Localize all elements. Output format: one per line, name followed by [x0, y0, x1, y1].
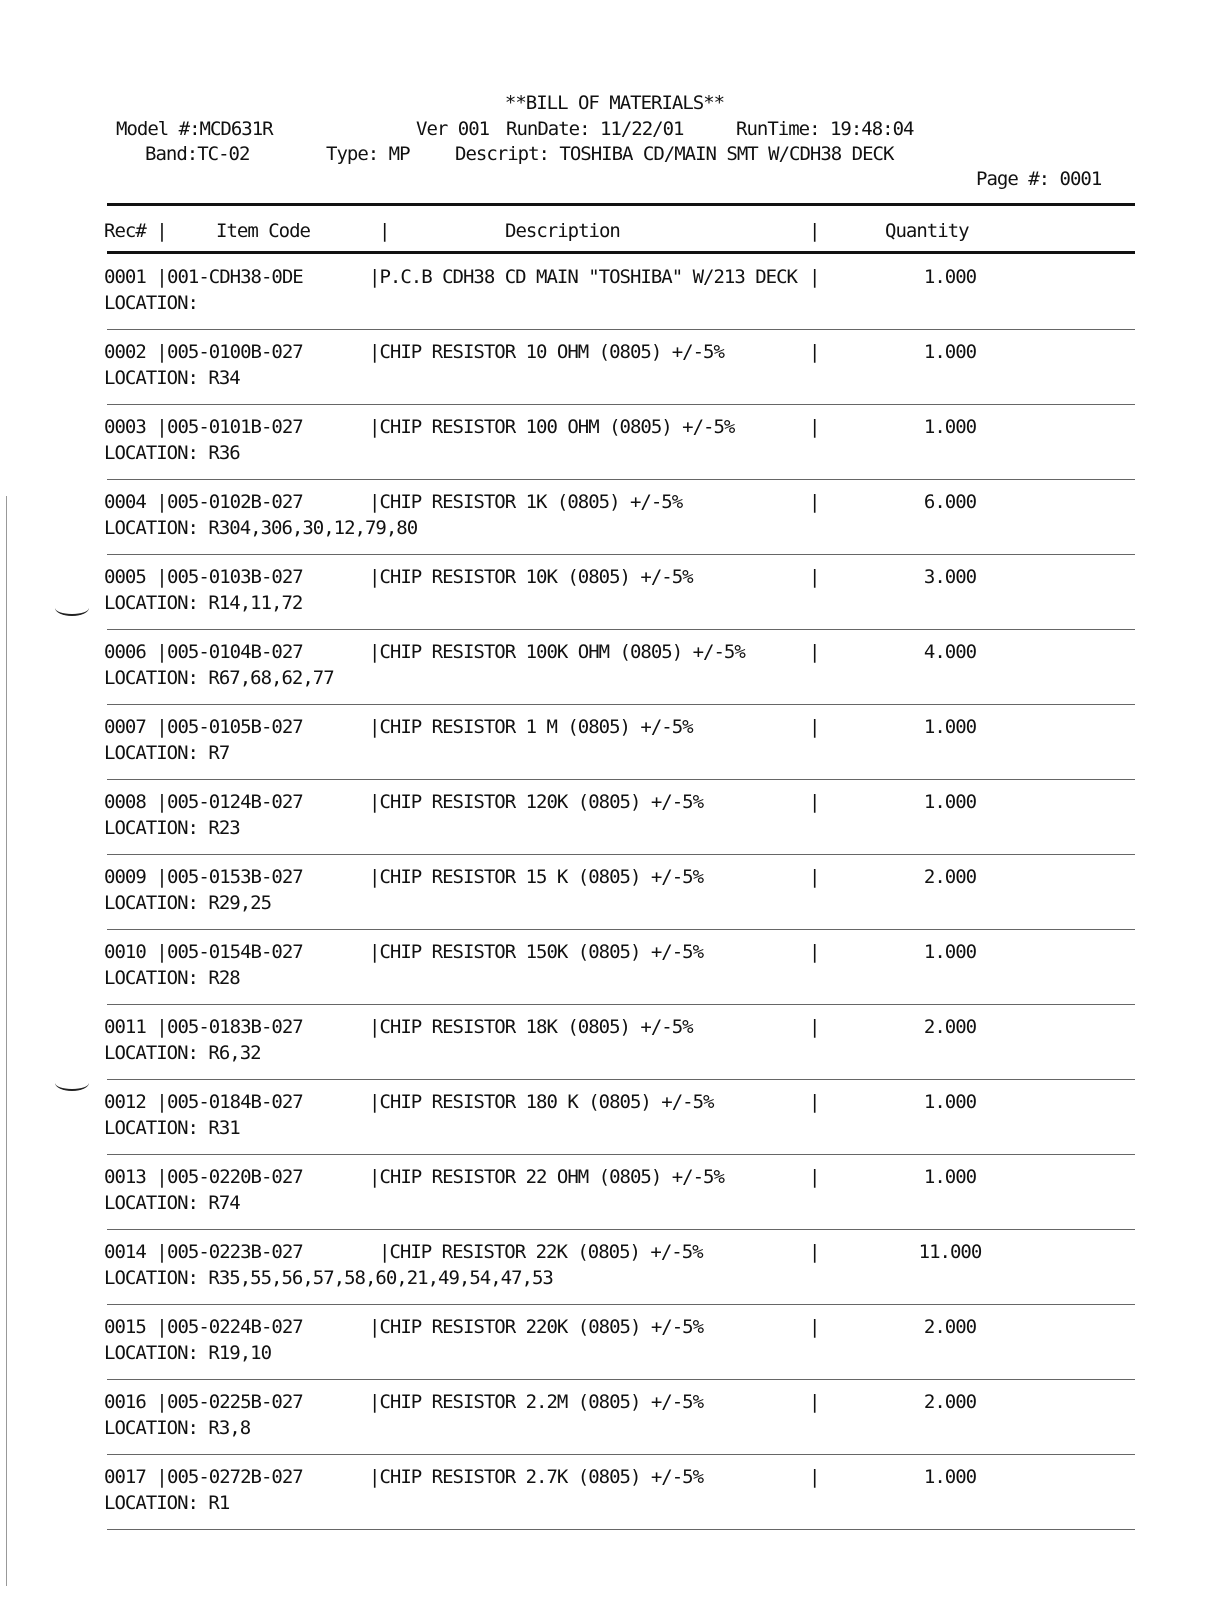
item-code: 005-0154B-027 — [167, 941, 303, 963]
model-number: Model #:MCD631R — [116, 118, 273, 140]
location: LOCATION: R31 — [104, 1117, 240, 1139]
rec-number: 0010 | — [104, 941, 167, 963]
table-row — [0, 1241, 1229, 1317]
table-row — [0, 1391, 1229, 1467]
rec-number: 0001 | — [104, 266, 167, 288]
table-row — [0, 1166, 1229, 1242]
version: Ver 001 — [416, 118, 490, 140]
item-description: |CHIP RESISTOR 100K OHM (0805) +/-5% — [369, 641, 745, 663]
rec-number: 0007 | — [104, 716, 167, 738]
quantity: 1.000 — [923, 416, 977, 438]
table-row — [0, 1016, 1229, 1092]
page-number: Page #: 0001 — [976, 168, 1102, 190]
quantity: 1.000 — [923, 791, 977, 813]
item-description: |CHIP RESISTOR 15 K (0805) +/-5% — [369, 866, 704, 888]
row-divider — [107, 1304, 1135, 1305]
item-code: 005-0100B-027 — [167, 341, 303, 363]
item-description: |CHIP RESISTOR 150K (0805) +/-5% — [369, 941, 704, 963]
item-code: 005-0105B-027 — [167, 716, 303, 738]
table-row — [0, 641, 1229, 717]
quantity: 2.000 — [923, 1016, 977, 1038]
column-separator: | — [809, 1166, 820, 1188]
quantity: 2.000 — [923, 1316, 977, 1338]
header-bottom-rule — [107, 251, 1135, 254]
item-code: 005-0101B-027 — [167, 416, 303, 438]
item-code: 005-0183B-027 — [167, 1016, 303, 1038]
col-item-code: Item Code — [216, 220, 310, 242]
location: LOCATION: R7 — [104, 742, 230, 764]
hole-punch-mark — [55, 600, 89, 616]
location: LOCATION: R6,32 — [104, 1042, 261, 1064]
table-row — [0, 416, 1229, 492]
row-divider — [107, 1004, 1135, 1005]
table-row — [0, 491, 1229, 567]
item-description: |CHIP RESISTOR 10 OHM (0805) +/-5% — [369, 341, 724, 363]
item-code: 005-0220B-027 — [167, 1166, 303, 1188]
rec-number: 0008 | — [104, 791, 167, 813]
column-separator: | — [809, 416, 820, 438]
col-separator: | — [809, 220, 820, 242]
column-separator: | — [809, 641, 820, 663]
run-date: RunDate: 11/22/01 — [506, 118, 684, 140]
table-row — [0, 1316, 1229, 1392]
type: Type: MP — [326, 143, 410, 165]
column-separator: | — [809, 941, 820, 963]
col-quantity: Quantity — [885, 220, 969, 242]
row-divider — [107, 854, 1135, 855]
quantity: 2.000 — [923, 866, 977, 888]
table-row — [0, 791, 1229, 867]
col-description: Description — [505, 220, 620, 242]
column-separator: | — [809, 1466, 820, 1488]
col-separator: | — [379, 220, 390, 242]
location: LOCATION: R67,68,62,77 — [104, 667, 334, 689]
item-description: |CHIP RESISTOR 2.2M (0805) +/-5% — [369, 1391, 704, 1413]
quantity: 1.000 — [923, 716, 977, 738]
item-description: |CHIP RESISTOR 1K (0805) +/-5% — [369, 491, 683, 513]
row-divider — [107, 404, 1135, 405]
item-code: 005-0184B-027 — [167, 1091, 303, 1113]
item-code: 005-0102B-027 — [167, 491, 303, 513]
quantity: 1.000 — [923, 1166, 977, 1188]
item-code: 005-0225B-027 — [167, 1391, 303, 1413]
hole-punch-mark — [55, 1075, 89, 1091]
quantity: 6.000 — [923, 491, 977, 513]
item-code: 005-0224B-027 — [167, 1316, 303, 1338]
table-row — [0, 566, 1229, 642]
table-row — [0, 266, 1229, 342]
quantity: 1.000 — [923, 266, 977, 288]
column-separator: | — [809, 1241, 820, 1263]
location: LOCATION: R36 — [104, 442, 240, 464]
rec-number: 0011 | — [104, 1016, 167, 1038]
item-code: 005-0223B-027 — [167, 1241, 303, 1263]
rec-number: 0009 | — [104, 866, 167, 888]
column-separator: | — [809, 791, 820, 813]
column-headers — [0, 220, 1229, 250]
page-edge-line — [6, 496, 7, 1586]
row-divider — [107, 479, 1135, 480]
item-description: |CHIP RESISTOR 1 M (0805) +/-5% — [369, 716, 693, 738]
item-description: |P.C.B CDH38 CD MAIN "TOSHIBA" W/213 DECK — [369, 266, 797, 288]
description-header: Descript: TOSHIBA CD/MAIN SMT W/CDH38 DECK — [455, 143, 894, 165]
row-divider — [107, 779, 1135, 780]
item-code: 005-0153B-027 — [167, 866, 303, 888]
column-separator: | — [809, 1091, 820, 1113]
column-separator: | — [809, 1391, 820, 1413]
column-separator: | — [809, 1016, 820, 1038]
item-description: |CHIP RESISTOR 220K (0805) +/-5% — [369, 1316, 704, 1338]
location: LOCATION: — [104, 292, 198, 314]
column-separator: | — [809, 716, 820, 738]
quantity: 2.000 — [923, 1391, 977, 1413]
quantity: 3.000 — [923, 566, 977, 588]
location: LOCATION: R34 — [104, 367, 240, 389]
table-row — [0, 716, 1229, 792]
column-separator: | — [809, 866, 820, 888]
header-top-rule — [107, 203, 1135, 206]
rec-number: 0002 | — [104, 341, 167, 363]
row-divider — [107, 1529, 1135, 1530]
band: Band:TC-02 — [145, 143, 250, 165]
column-separator: | — [809, 491, 820, 513]
row-divider — [107, 929, 1135, 930]
location: LOCATION: R23 — [104, 817, 240, 839]
location: LOCATION: R19,10 — [104, 1342, 272, 1364]
location: LOCATION: R1 — [104, 1492, 230, 1514]
rec-number: 0014 | — [104, 1241, 167, 1263]
item-description: |CHIP RESISTOR 22 OHM (0805) +/-5% — [369, 1166, 724, 1188]
table-row — [0, 341, 1229, 417]
row-divider — [107, 1379, 1135, 1380]
rec-number: 0017 | — [104, 1466, 167, 1488]
item-code: 005-0104B-027 — [167, 641, 303, 663]
table-row — [0, 866, 1229, 942]
location: LOCATION: R304,306,30,12,79,80 — [104, 517, 418, 539]
rec-number: 0015 | — [104, 1316, 167, 1338]
item-description: |CHIP RESISTOR 2.7K (0805) +/-5% — [369, 1466, 704, 1488]
quantity: 1.000 — [923, 341, 977, 363]
item-description: |CHIP RESISTOR 22K (0805) +/-5% — [379, 1241, 703, 1263]
item-description: |CHIP RESISTOR 120K (0805) +/-5% — [369, 791, 704, 813]
quantity: 1.000 — [923, 1466, 977, 1488]
run-time: RunTime: 19:48:04 — [736, 118, 914, 140]
quantity: 1.000 — [923, 941, 977, 963]
report-title: **BILL OF MATERIALS** — [504, 92, 725, 114]
rec-number: 0006 | — [104, 641, 167, 663]
quantity: 4.000 — [923, 641, 977, 663]
column-separator: | — [809, 1316, 820, 1338]
rec-number: 0005 | — [104, 566, 167, 588]
location: LOCATION: R14,11,72 — [104, 592, 303, 614]
item-code: 005-0103B-027 — [167, 566, 303, 588]
location: LOCATION: R29,25 — [104, 892, 272, 914]
rec-number: 0013 | — [104, 1166, 167, 1188]
item-code: 005-0272B-027 — [167, 1466, 303, 1488]
table-row — [0, 941, 1229, 1017]
rec-number: 0012 | — [104, 1091, 167, 1113]
rec-number: 0016 | — [104, 1391, 167, 1413]
row-divider — [107, 704, 1135, 705]
item-description: |CHIP RESISTOR 10K (0805) +/-5% — [369, 566, 693, 588]
rec-number: 0003 | — [104, 416, 167, 438]
location: LOCATION: R3,8 — [104, 1417, 251, 1439]
item-description: |CHIP RESISTOR 180 K (0805) +/-5% — [369, 1091, 714, 1113]
row-divider — [107, 1079, 1135, 1080]
row-divider — [107, 1154, 1135, 1155]
quantity: 11.000 — [918, 1241, 982, 1263]
row-divider — [107, 329, 1135, 330]
row-divider — [107, 554, 1135, 555]
row-divider — [107, 1454, 1135, 1455]
rec-number: 0004 | — [104, 491, 167, 513]
item-description: |CHIP RESISTOR 100 OHM (0805) +/-5% — [369, 416, 735, 438]
quantity: 1.000 — [923, 1091, 977, 1113]
item-code: 005-0124B-027 — [167, 791, 303, 813]
col-rec: Rec# | — [104, 220, 167, 242]
item-description: |CHIP RESISTOR 18K (0805) +/-5% — [369, 1016, 693, 1038]
location: LOCATION: R28 — [104, 967, 240, 989]
location: LOCATION: R74 — [104, 1192, 240, 1214]
column-separator: | — [809, 566, 820, 588]
row-divider — [107, 1229, 1135, 1230]
row-divider — [107, 629, 1135, 630]
location: LOCATION: R35,55,56,57,58,60,21,49,54,47,53 — [104, 1267, 553, 1289]
table-row — [0, 1091, 1229, 1167]
item-code: 001-CDH38-0DE — [167, 266, 303, 288]
column-separator: | — [809, 341, 820, 363]
table-row — [0, 1466, 1229, 1542]
column-separator: | — [809, 266, 820, 288]
